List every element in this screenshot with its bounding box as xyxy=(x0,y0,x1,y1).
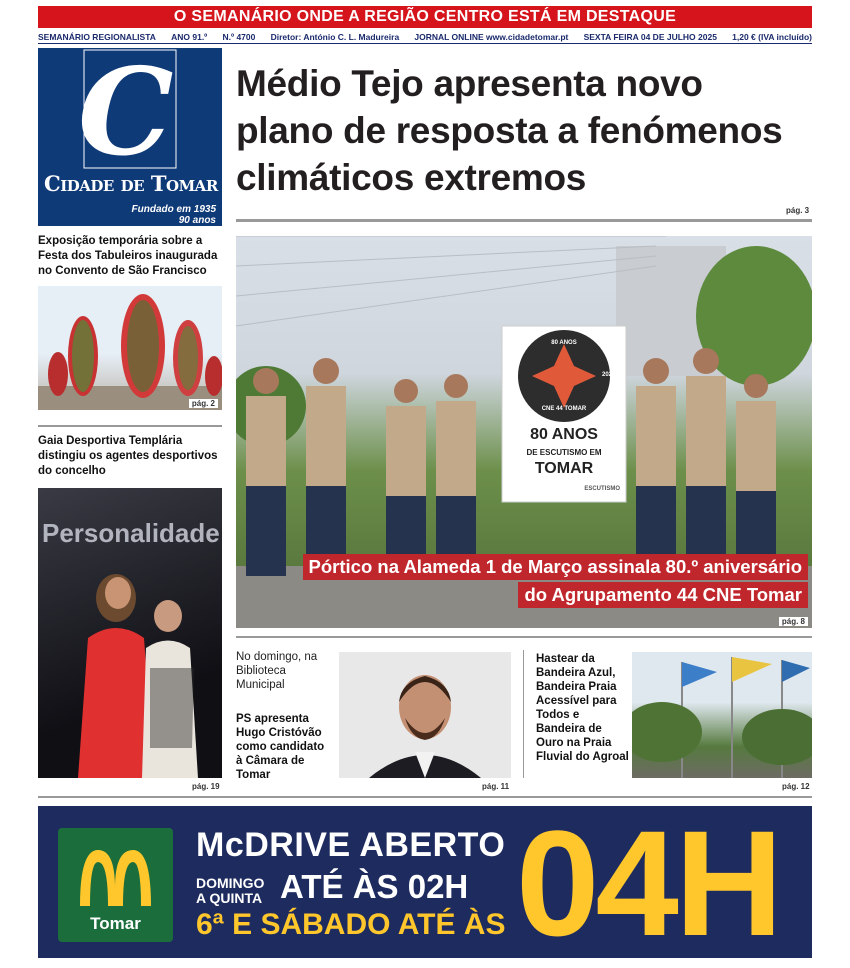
logo-founded: Fundado em 1935 xyxy=(131,204,216,215)
paper-year: ANO 91.º xyxy=(171,31,208,42)
story1-page-ref: pág. 2 xyxy=(189,399,218,408)
tabuleiros-illustration xyxy=(38,286,222,410)
emblem-left: 1945 xyxy=(504,372,518,378)
main-photo-page-ref: pág. 8 xyxy=(779,617,808,626)
ad-line3: 6ª E SÁBADO ATÉ ÀS xyxy=(196,908,506,941)
top-tagline-bar xyxy=(38,6,812,28)
banner-footer: ESCUTISMO xyxy=(584,486,620,492)
ad-line2: ATÉ ÀS 02H xyxy=(280,868,469,905)
ps-story-kicker: No domingo, na Biblioteca Municipal xyxy=(236,651,318,691)
awards-photo[interactable] xyxy=(38,488,222,778)
banner-line1: 80 ANOS xyxy=(530,426,598,443)
director: Diretor: António C. L. Madureira xyxy=(270,31,400,42)
issue-number: N.º 4700 xyxy=(222,31,256,42)
flags-photo[interactable] xyxy=(632,652,812,778)
divider xyxy=(38,425,222,427)
newspaper-logo[interactable] xyxy=(38,42,222,226)
banner-line2: DE ESCUTISMO EM xyxy=(526,448,602,457)
ad-big-hour: 04H xyxy=(516,799,780,967)
price: 1,20 € (IVA incluído) xyxy=(732,31,812,42)
story2-page-label: pág. 19 xyxy=(192,782,220,791)
tabuleiros-photo[interactable] xyxy=(38,286,222,410)
emblem-bottom: CNE 44 TOMAR xyxy=(541,406,587,412)
awards-backdrop-text: Personalidade xyxy=(42,518,220,548)
column-divider xyxy=(523,650,524,778)
headline-page-ref: pág. 3 xyxy=(786,206,810,215)
issue-date: SEXTA FEIRA 04 DE JULHO 2025 xyxy=(583,31,717,42)
online-url[interactable]: JORNAL ONLINE www.cidadetomar.pt xyxy=(414,31,569,42)
sidebar-story2-title[interactable]: Gaia Desportiva Templária distingiu os agentes desportivos do concelho xyxy=(38,435,218,477)
candidate-photo[interactable] xyxy=(339,652,511,778)
ad-small1: DOMINGO xyxy=(196,875,265,891)
logo-monogram: C xyxy=(78,42,174,183)
main-headline[interactable]: Médio Tejo apresenta novo plano de resposta a fenómenos climáticos extremos xyxy=(236,63,783,198)
emblem-top: 80 ANOS xyxy=(551,340,577,346)
banner-line3: TOMAR xyxy=(534,460,594,477)
flags-story-page-ref: pág. 12 xyxy=(782,782,810,791)
ps-story-title[interactable]: PS apresenta Hugo Cristóvão como candidato à Câmara de Tomar xyxy=(236,713,325,781)
ps-story-page-ref: pág. 11 xyxy=(482,782,510,791)
ad-line1: McDRIVE ABERTO xyxy=(196,826,506,864)
sidebar-story1-title[interactable]: Exposição temporária sobre a Festa dos Tabuleiros inaugurada no Convento de São Francisco xyxy=(38,235,218,277)
divider xyxy=(236,636,812,638)
mcdonalds-ad[interactable] xyxy=(38,799,812,967)
tagline: O SEMANÁRIO ONDE A REGIÃO CENTRO ESTÁ EM DESTAQUE xyxy=(173,8,677,25)
flags-illustration xyxy=(632,652,812,778)
logo-name: Cidade de Tomar xyxy=(44,171,218,196)
ad-small-days xyxy=(196,876,264,906)
awards-illustration xyxy=(38,488,222,778)
ad-small2: A QUINTA xyxy=(196,890,263,906)
caption-line2: do Agrupamento 44 CNE Tomar xyxy=(518,582,808,608)
divider xyxy=(236,219,812,222)
mcdonalds-logo xyxy=(58,828,173,942)
emblem-right: 2025 xyxy=(602,372,616,378)
ad-brand-location: Tomar xyxy=(90,914,141,933)
logo-years: 90 anos xyxy=(178,215,216,226)
flags-story-title[interactable]: Hastear da Bandeira Azul, Bandeira Praia Acessível para Todos e Bandeira de Ouro na Praia Fluvial do Agroal xyxy=(536,653,629,763)
candidate-illustration xyxy=(339,652,511,778)
paper-type: SEMANÁRIO REGIONALISTA xyxy=(38,31,156,42)
caption-line1: Pórtico na Alameda 1 de Março assinala 80.º aniversário xyxy=(303,554,808,580)
main-photo-caption[interactable] xyxy=(236,554,808,608)
